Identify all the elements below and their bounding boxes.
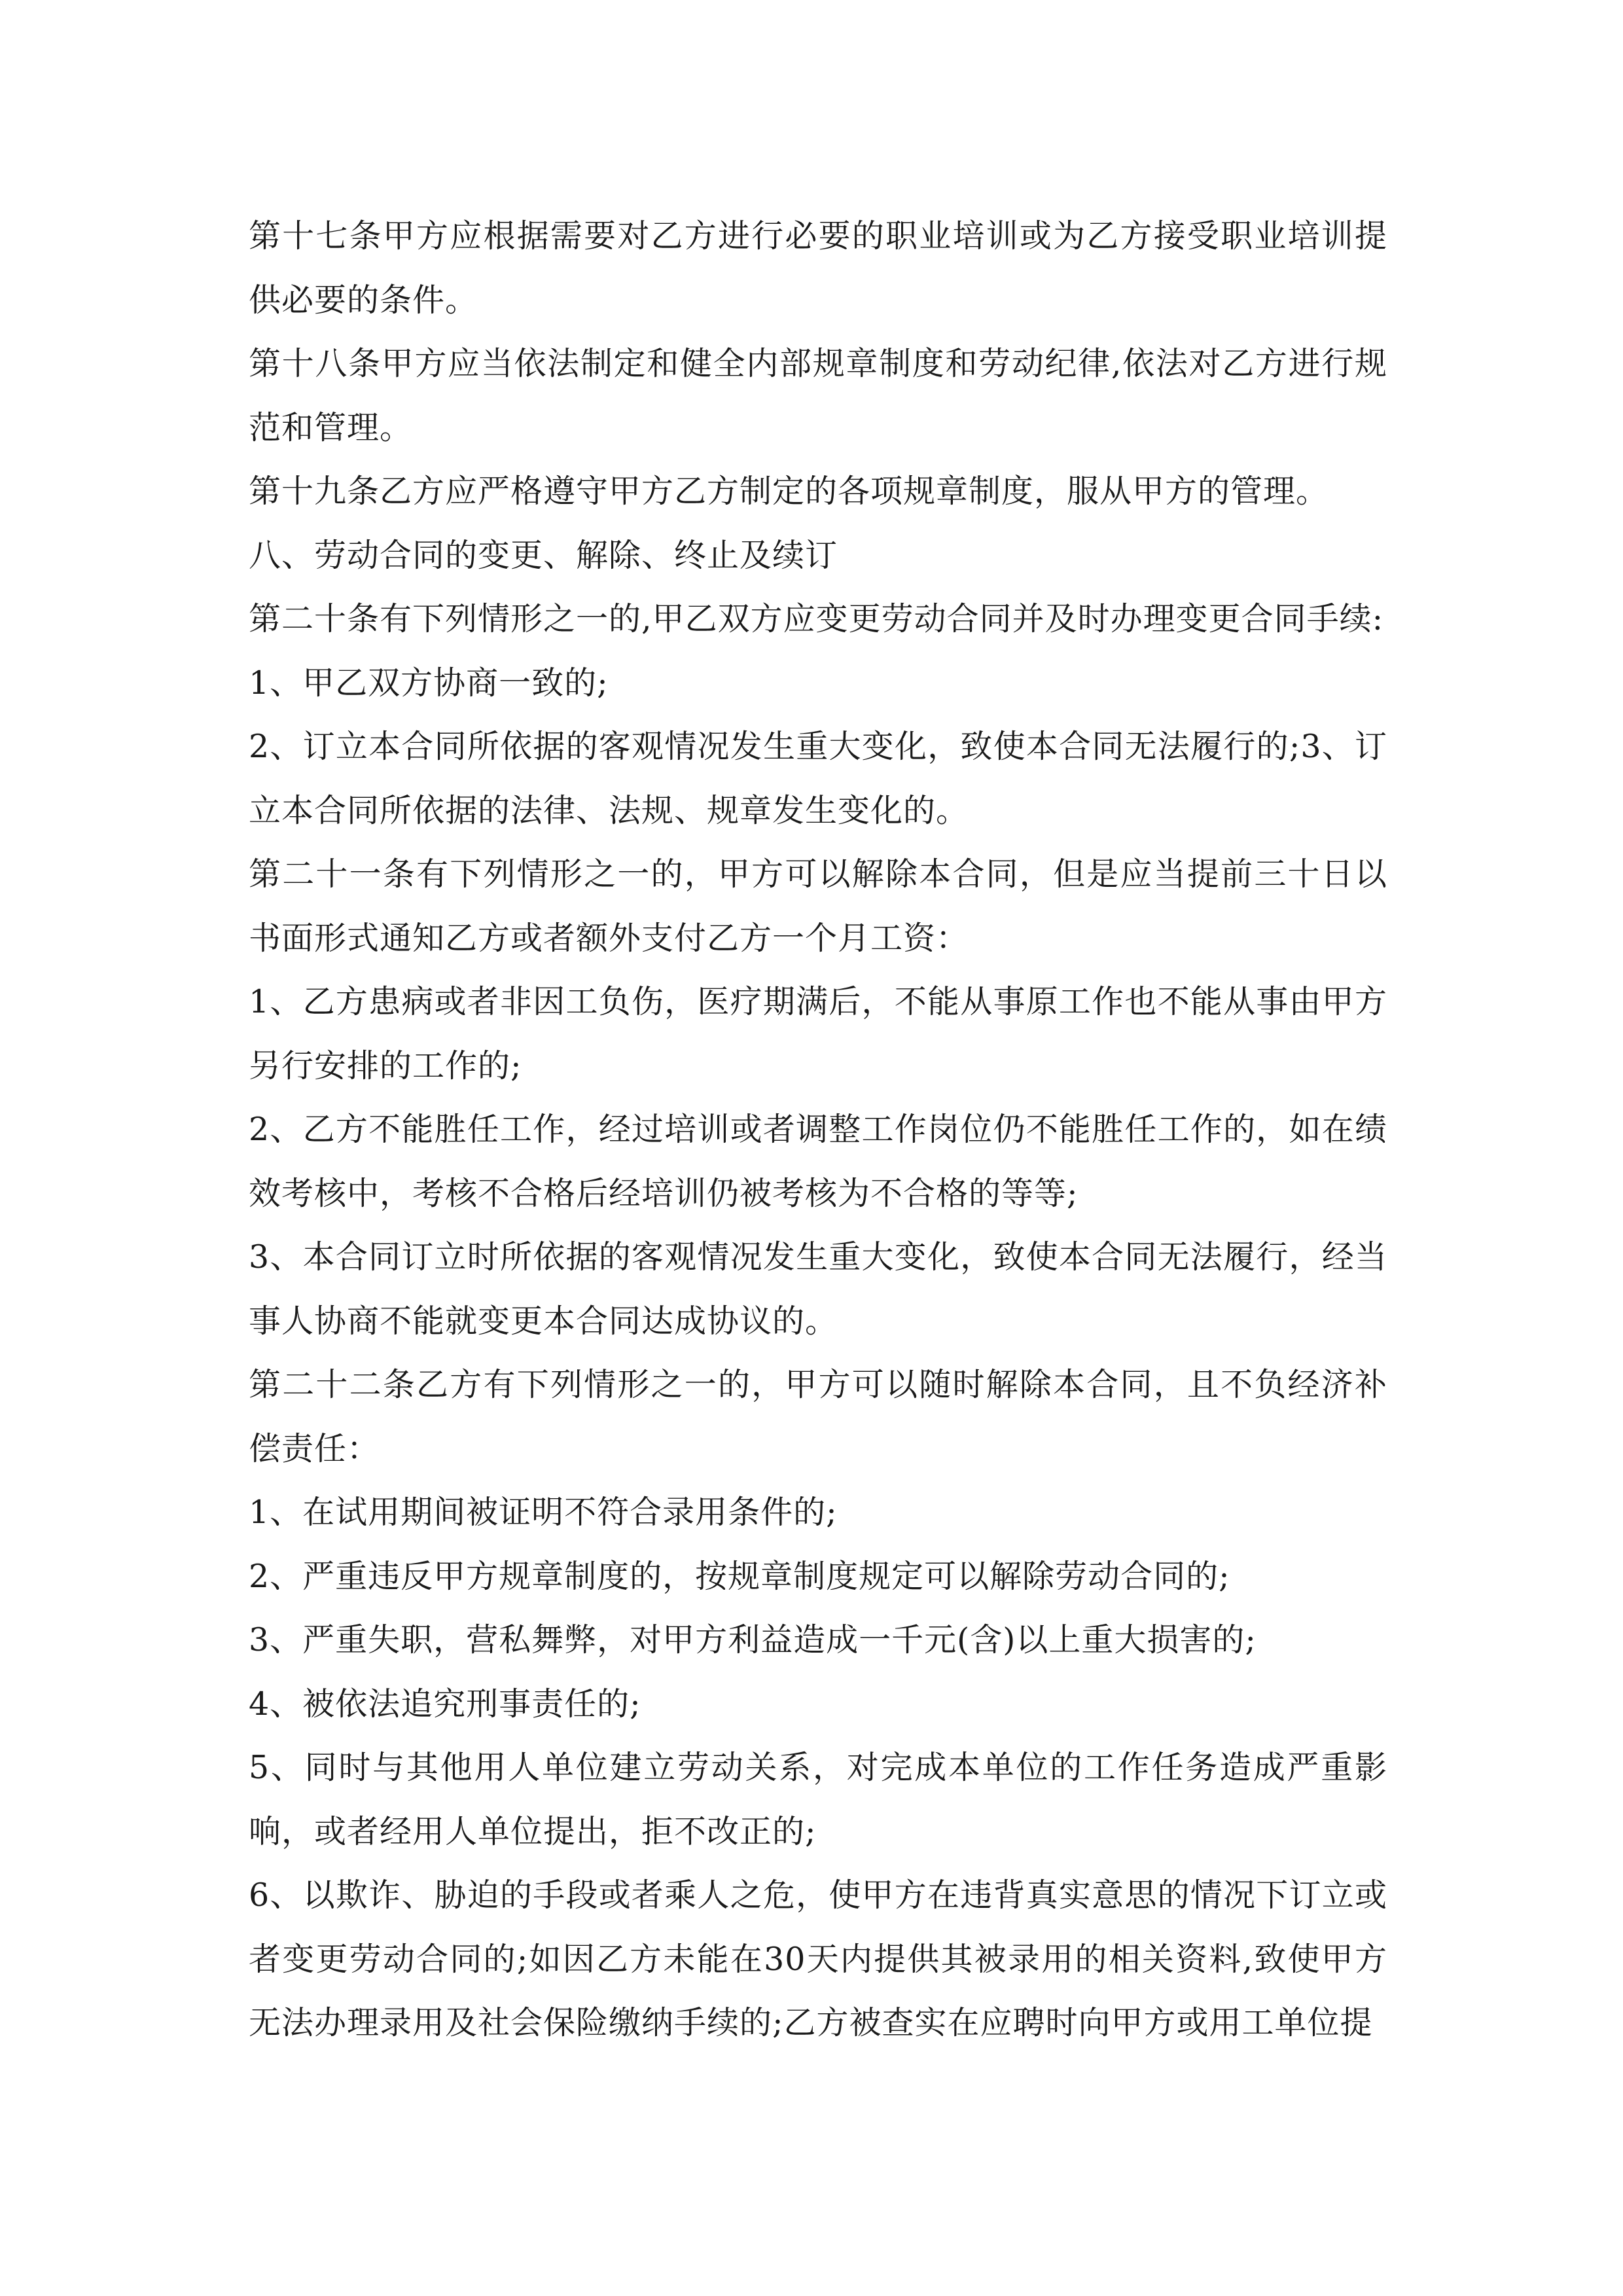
list-item: 1、在试用期间被证明不符合录用条件的; xyxy=(249,1494,838,1531)
list-item: 2、严重违反甲方规章制度的，按规章制度规定可以解除劳动合同的; xyxy=(249,1557,1230,1595)
document-body xyxy=(249,204,1387,2055)
paragraph-article-20: 第二十条有下列情形之一的,甲乙双方应变更劳动合同并及时办理变更合同手续: xyxy=(249,600,1384,637)
list-item: 4、被依法追究刑事责任的; xyxy=(249,1685,641,1723)
paragraph-article-21: 第二十一条有下列情形之一的，甲方可以解除本合同，但是应当提前三十日以书面形式通知乙方或者额外支付乙方一个月工资： xyxy=(249,855,1387,957)
list-item: 2、订立本合同所依据的客观情况发生重大变化，致使本合同无法履行的;3、订立本合同所依据的法律、法规、规章发生变化的。 xyxy=(249,728,1387,829)
list-item: 1、甲乙双方协商一致的; xyxy=(249,664,609,702)
paragraph-article-17: 第十七条甲方应根据需要对乙方进行必要的职业培训或为乙方接受职业培训提供必要的条件。 xyxy=(249,217,1387,319)
list-item: 2、乙方不能胜任工作，经过培训或者调整工作岗位仍不能胜任工作的，如在绩效考核中，考核不合格后经培训仍被考核为不合格的等等; xyxy=(249,1111,1387,1212)
list-item: 3、严重失职，营私舞弊，对甲方利益造成一千元(含)以上重大损害的; xyxy=(249,1621,1257,1659)
list-item: 3、本合同订立时所依据的客观情况发生重大变化，致使本合同无法履行，经当事人协商不能就变更本合同达成协议的。 xyxy=(249,1238,1387,1340)
paragraph-article-18: 第十八条甲方应当依法制定和健全内部规章制度和劳动纪律,依法对乙方进行规范和管理。 xyxy=(249,345,1387,446)
paragraph-article-19: 第十九条乙方应严格遵守甲方乙方制定的各项规章制度，服从甲方的管理。 xyxy=(249,473,1329,510)
paragraph-article-22: 第二十二条乙方有下列情形之一的，甲方可以随时解除本合同，且不负经济补偿责任： xyxy=(249,1366,1387,1467)
list-item: 5、同时与其他用人单位建立劳动关系，对完成本单位的工作任务造成严重影响，或者经用人单位提出，拒不改正的; xyxy=(249,1749,1387,1850)
list-item: 6、以欺诈、胁迫的手段或者乘人之危，使甲方在违背真实意思的情况下订立或者变更劳动合同的;如因乙方未能在30天内提供其被录用的相关资料,致使甲方无法办理录用及社会保险缴纳手续的;乙方被查实在应聘时向甲方或用工单位提 xyxy=(249,1876,1387,2041)
list-item: 1、乙方患病或者非因工负伤，医疗期满后，不能从事原工作也不能从事由甲方另行安排的工作的; xyxy=(249,983,1387,1085)
section-heading-8: 八、劳动合同的变更、解除、终止及续订 xyxy=(249,536,838,574)
